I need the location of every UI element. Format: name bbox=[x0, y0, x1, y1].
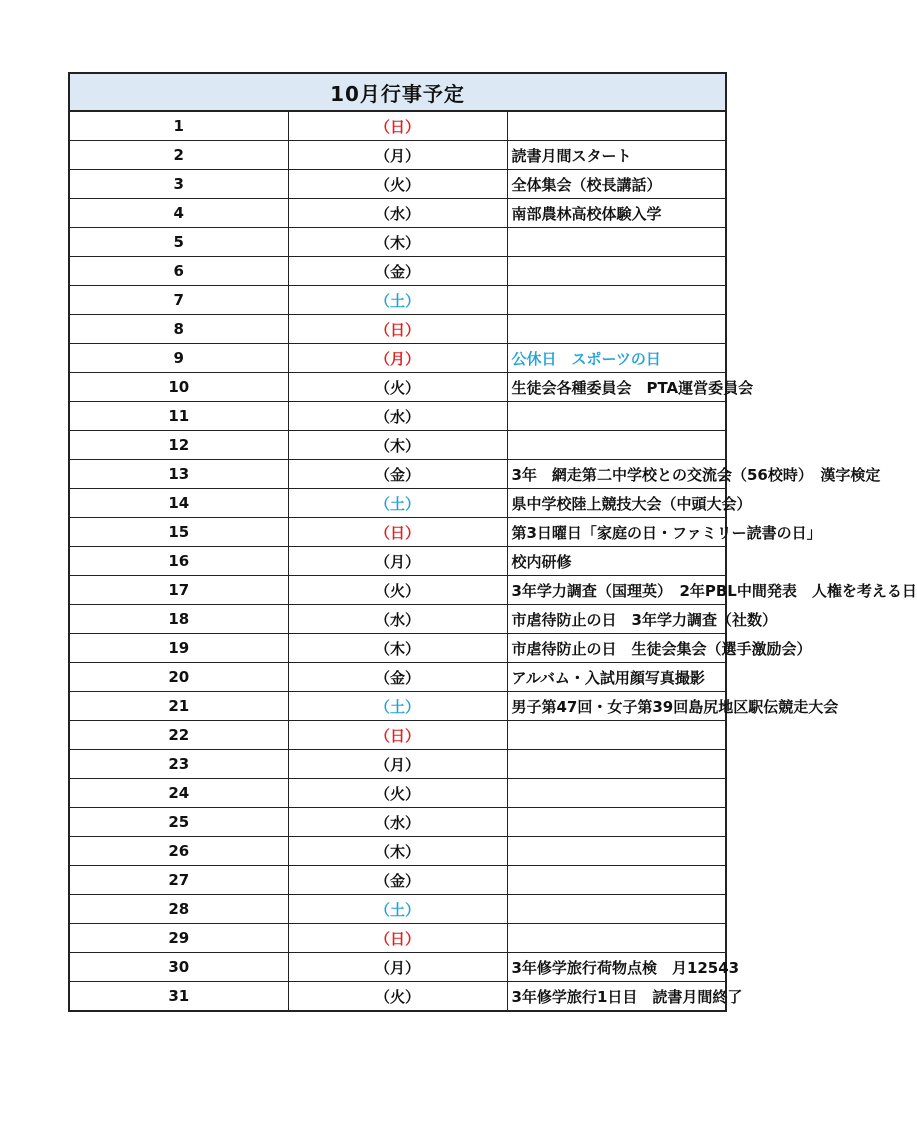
weekday: （月） bbox=[288, 750, 507, 779]
table-row bbox=[69, 518, 726, 547]
event-text: 3年 網走第二中学校との交流会（56校時） 漢字検定 bbox=[507, 460, 726, 489]
event-text: 生徒会各種委員会 PTA運営委員会 bbox=[507, 373, 726, 402]
schedule-rows bbox=[69, 111, 917, 1011]
day-number: 22 bbox=[69, 721, 288, 750]
day-number: 8 bbox=[69, 315, 288, 344]
event-text bbox=[507, 808, 726, 837]
table-row bbox=[69, 431, 726, 460]
day-number: 18 bbox=[69, 605, 288, 634]
day-number: 27 bbox=[69, 866, 288, 895]
weekday: （火） bbox=[288, 170, 507, 199]
day-number: 19 bbox=[69, 634, 288, 663]
weekday: （木） bbox=[288, 228, 507, 257]
day-number: 5 bbox=[69, 228, 288, 257]
event-text bbox=[507, 721, 726, 750]
table-row bbox=[69, 750, 726, 779]
table-row bbox=[69, 576, 726, 605]
table-row bbox=[69, 866, 726, 895]
day-number: 25 bbox=[69, 808, 288, 837]
event-text bbox=[507, 895, 726, 924]
day-number: 6 bbox=[69, 257, 288, 286]
event-text: 男子第47回・女子第39回島尻地区駅伝競走大会 bbox=[507, 692, 726, 721]
event-text bbox=[507, 315, 726, 344]
event-text bbox=[507, 228, 726, 257]
day-number: 9 bbox=[69, 344, 288, 373]
event-text bbox=[507, 431, 726, 460]
event-text: 県中学校陸上競技大会（中頭大会） bbox=[507, 489, 726, 518]
table-row bbox=[69, 837, 726, 866]
day-number: 30 bbox=[69, 953, 288, 982]
day-number: 23 bbox=[69, 750, 288, 779]
weekday: （月） bbox=[288, 953, 507, 982]
table-row bbox=[69, 547, 726, 576]
day-number: 13 bbox=[69, 460, 288, 489]
weekday: （金） bbox=[288, 257, 507, 286]
weekday: （火） bbox=[288, 779, 507, 808]
table-row bbox=[69, 982, 726, 1012]
weekday: （土） bbox=[288, 489, 507, 518]
schedule-title: 10月行事予定 bbox=[69, 73, 726, 111]
table-row bbox=[69, 111, 726, 141]
event-text bbox=[507, 286, 726, 315]
weekday: （金） bbox=[288, 663, 507, 692]
weekday: （水） bbox=[288, 402, 507, 431]
weekday: （金） bbox=[288, 866, 507, 895]
day-number: 20 bbox=[69, 663, 288, 692]
weekday: （日） bbox=[288, 315, 507, 344]
weekday: （木） bbox=[288, 431, 507, 460]
table-row bbox=[69, 605, 726, 634]
weekday: （火） bbox=[288, 373, 507, 402]
weekday: （月） bbox=[288, 344, 507, 373]
table-row bbox=[69, 808, 726, 837]
event-text bbox=[507, 924, 726, 953]
table-row bbox=[69, 315, 726, 344]
day-number: 11 bbox=[69, 402, 288, 431]
event-text bbox=[507, 779, 726, 808]
weekday: （金） bbox=[288, 460, 507, 489]
event-text: 3年修学旅行1日目 読書月間終了 bbox=[507, 982, 726, 1012]
weekday: （日） bbox=[288, 721, 507, 750]
table-row bbox=[69, 141, 726, 170]
day-number: 7 bbox=[69, 286, 288, 315]
table-row bbox=[69, 373, 726, 402]
event-text: 3年学力調査（国理英） 2年PBL中間発表 人権を考える日 bbox=[507, 576, 726, 605]
title-row bbox=[69, 73, 726, 111]
table-row bbox=[69, 779, 726, 808]
day-number: 4 bbox=[69, 199, 288, 228]
day-number: 31 bbox=[69, 982, 288, 1012]
day-number: 29 bbox=[69, 924, 288, 953]
day-number: 28 bbox=[69, 895, 288, 924]
table-row bbox=[69, 402, 726, 431]
day-number: 2 bbox=[69, 141, 288, 170]
day-number: 3 bbox=[69, 170, 288, 199]
table-row bbox=[69, 953, 726, 982]
weekday: （水） bbox=[288, 605, 507, 634]
table-row bbox=[69, 692, 726, 721]
day-number: 24 bbox=[69, 779, 288, 808]
day-number: 1 bbox=[69, 111, 288, 141]
event-text bbox=[507, 111, 726, 141]
day-number: 26 bbox=[69, 837, 288, 866]
event-text: アルバム・入試用顔写真撮影 bbox=[507, 663, 726, 692]
event-text: 読書月間スタート bbox=[507, 141, 726, 170]
event-text bbox=[507, 866, 726, 895]
table-row bbox=[69, 170, 726, 199]
event-text: 公休日 スポーツの日 bbox=[507, 344, 726, 373]
table-row bbox=[69, 257, 726, 286]
weekday: （火） bbox=[288, 982, 507, 1012]
table-row bbox=[69, 460, 726, 489]
weekday: （木） bbox=[288, 837, 507, 866]
event-text: 市虐待防止の日 生徒会集会（選手激励会） bbox=[507, 634, 726, 663]
event-text bbox=[507, 402, 726, 431]
weekday: （日） bbox=[288, 924, 507, 953]
day-number: 10 bbox=[69, 373, 288, 402]
table-row bbox=[69, 228, 726, 257]
day-number: 16 bbox=[69, 547, 288, 576]
schedule-table bbox=[68, 72, 917, 1012]
event-text: 南部農林高校体験入学 bbox=[507, 199, 726, 228]
day-number: 12 bbox=[69, 431, 288, 460]
event-text bbox=[507, 750, 726, 779]
day-number: 14 bbox=[69, 489, 288, 518]
table-row bbox=[69, 634, 726, 663]
day-number: 21 bbox=[69, 692, 288, 721]
weekday: （月） bbox=[288, 547, 507, 576]
day-number: 17 bbox=[69, 576, 288, 605]
day-number: 15 bbox=[69, 518, 288, 547]
event-text bbox=[507, 257, 726, 286]
table-row bbox=[69, 199, 726, 228]
weekday: （土） bbox=[288, 895, 507, 924]
table-row bbox=[69, 344, 726, 373]
weekday: （火） bbox=[288, 576, 507, 605]
event-text: 校内研修 bbox=[507, 547, 726, 576]
event-text: 全体集会（校長講話） bbox=[507, 170, 726, 199]
weekday: （水） bbox=[288, 808, 507, 837]
table-row bbox=[69, 924, 726, 953]
event-text: 市虐待防止の日 3年学力調査（社数） bbox=[507, 605, 726, 634]
weekday: （日） bbox=[288, 518, 507, 547]
event-text: 3年修学旅行荷物点検 月12543 bbox=[507, 953, 726, 982]
table-row bbox=[69, 489, 726, 518]
table-row bbox=[69, 286, 726, 315]
table-row bbox=[69, 895, 726, 924]
weekday: （月） bbox=[288, 141, 507, 170]
weekday: （土） bbox=[288, 692, 507, 721]
weekday: （日） bbox=[288, 111, 507, 141]
event-text bbox=[507, 837, 726, 866]
table-row bbox=[69, 663, 726, 692]
weekday: （水） bbox=[288, 199, 507, 228]
weekday: （土） bbox=[288, 286, 507, 315]
table-row bbox=[69, 721, 726, 750]
weekday: （木） bbox=[288, 634, 507, 663]
event-text: 第3日曜日「家庭の日・ファミリー読書の日」 bbox=[507, 518, 726, 547]
